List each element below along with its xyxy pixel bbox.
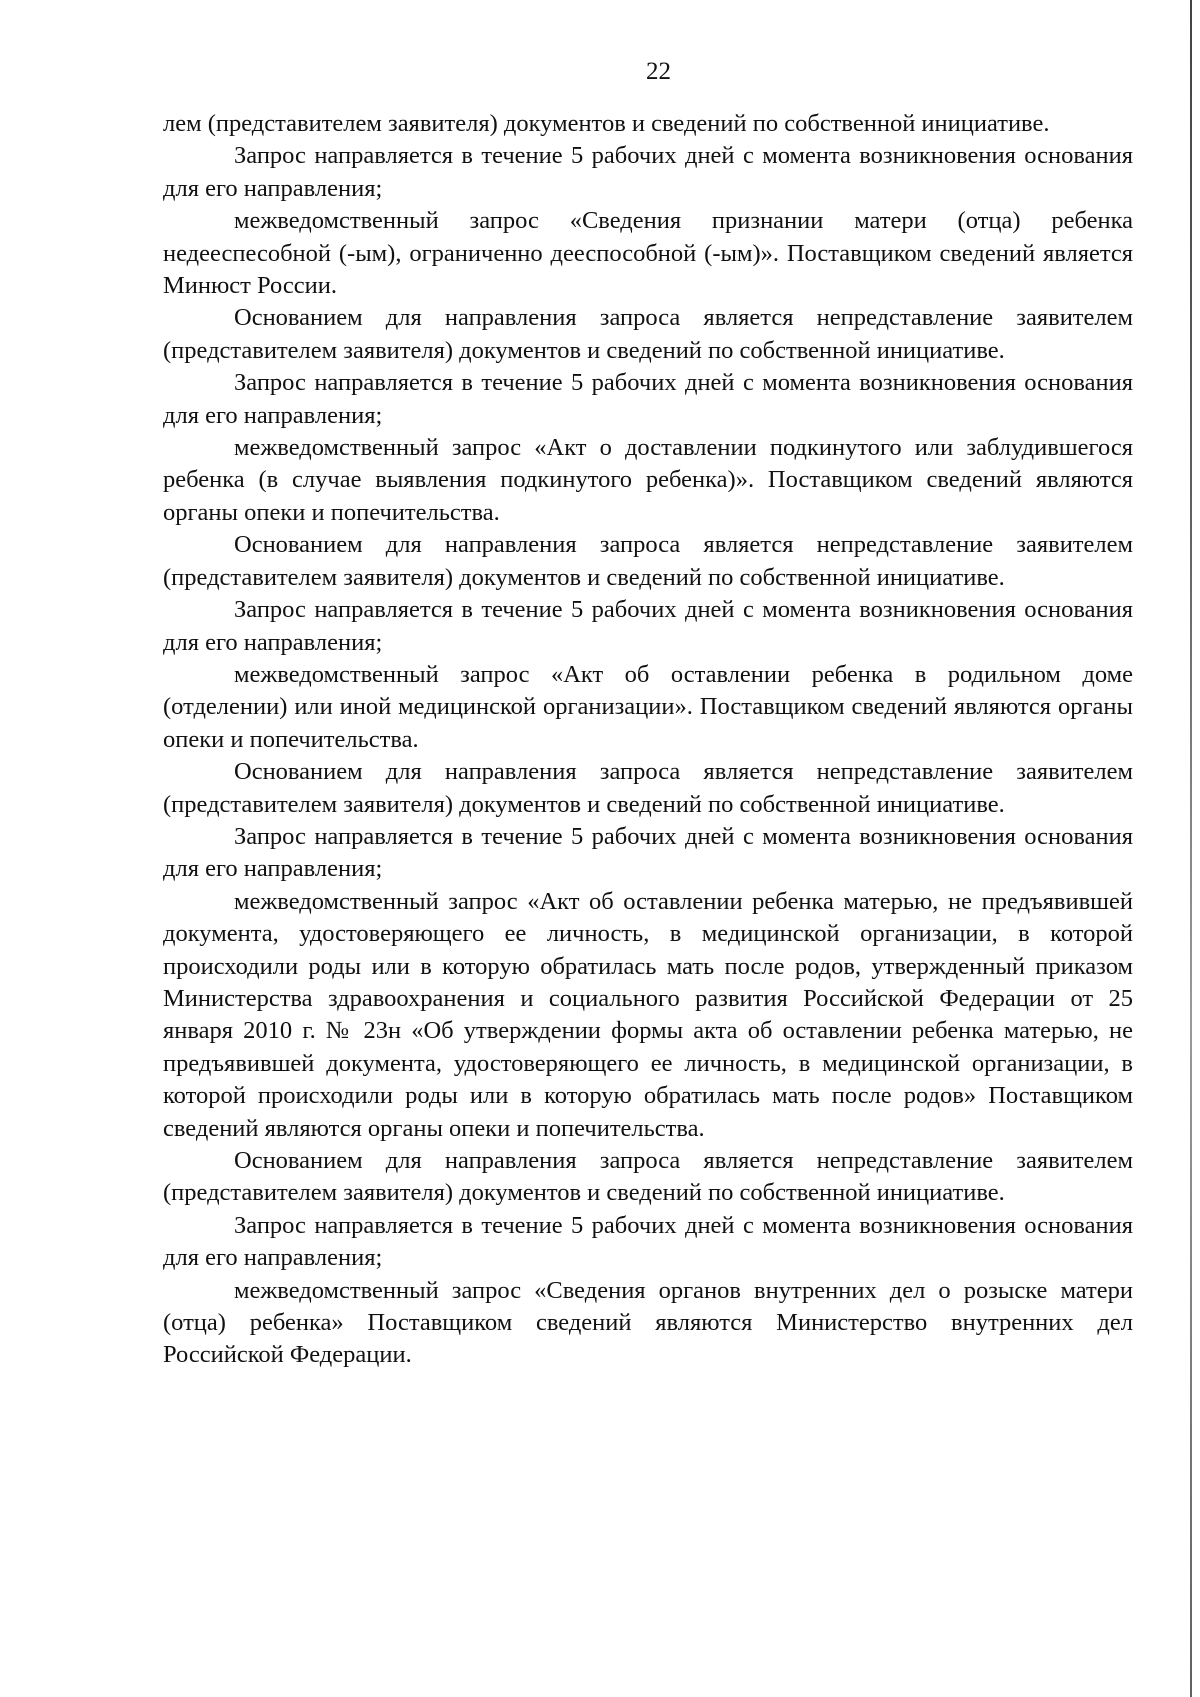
paragraph: Запрос направляется в течение 5 рабочих дней с момента возникновения основания для его направления; (163, 822, 1133, 883)
paragraph: лем (представителем заявителя) документов и сведений по собственной инициативе. (163, 110, 1050, 137)
paragraph: межведомственный запрос «Акт об оставлении ребенка матерью, не предъявившей документа, удостоверяющего ее личность, в медицинской организации, в которой происходили роды или в которую обратилась мать после родов, утвержденный приказом Министерства здравоохранения и социального развития Российской Федерации от 25 января 2010 г. № 23н «Об утверждении формы акта об оставлении ребенка матерью, не предъявившей документа, удостоверяющего ее личность, в медицинской организации, в которой происходили роды или в которую обратилась мать после родов» Поставщиком сведений являются органы опеки и попечительства. (163, 887, 1133, 1142)
paragraph: Запрос направляется в течение 5 рабочих дней с момента возникновения основания для его направления; (163, 369, 1133, 429)
paragraph: Основанием для направления запроса является непредставление заявителем (представителем заявителя) документов и сведений по собственной инициативе. (163, 304, 1133, 364)
paragraph: Основанием для направления запроса является непредставление заявителем (представителем заявителя) документов и сведений по собственной инициативе. (163, 1147, 1133, 1207)
paragraph: межведомственный запрос «Сведения органов внутренних дел о розыске матери (отца) ребенка» Поставщиком сведений являются Министерство внутренних дел Российской Федерации. (163, 1276, 1133, 1369)
paragraph: межведомственный запрос «Акт о доставлении подкинутого или заблудившегося ребенка (в случае выявления подкинутого ребенка)». Поставщиком сведений являются органы опеки и попечительства. (163, 434, 1133, 526)
document-body (163, 108, 1133, 1372)
paragraph: Основанием для направления запроса является непредставление заявителем (представителем заявителя) документов и сведений по собственной инициативе. (163, 531, 1133, 591)
scan-edge-line (1190, 0, 1192, 1697)
paragraph: Запрос направляется в течение 5 рабочих дней с момента возникновения основания для его направления; (163, 596, 1133, 656)
paragraph: Запрос направляется в течение 5 рабочих дней с момента возникновения основания для его направления; (163, 1211, 1133, 1272)
paragraph: Основанием для направления запроса является непредставление заявителем (представителем заявителя) документов и сведений по собственной инициативе. (163, 758, 1133, 818)
paragraph: межведомственный запрос «Сведения признании матери (отца) ребенка недееспесобной (-ым), ограниченно дееспособной (-ым)». Поставщиком сведений является Минюст России. (163, 207, 1133, 300)
page-number: 22 (646, 58, 671, 85)
paragraph: межведомственный запрос «Акт об оставлении ребенка в родильном доме (отделении) или иной медицинской организации». Поставщиком сведений являются органы опеки и попечительства. (163, 660, 1133, 753)
paragraph: Запрос направляется в течение 5 рабочих дней с момента возникновения основания для его направления; (163, 142, 1133, 202)
